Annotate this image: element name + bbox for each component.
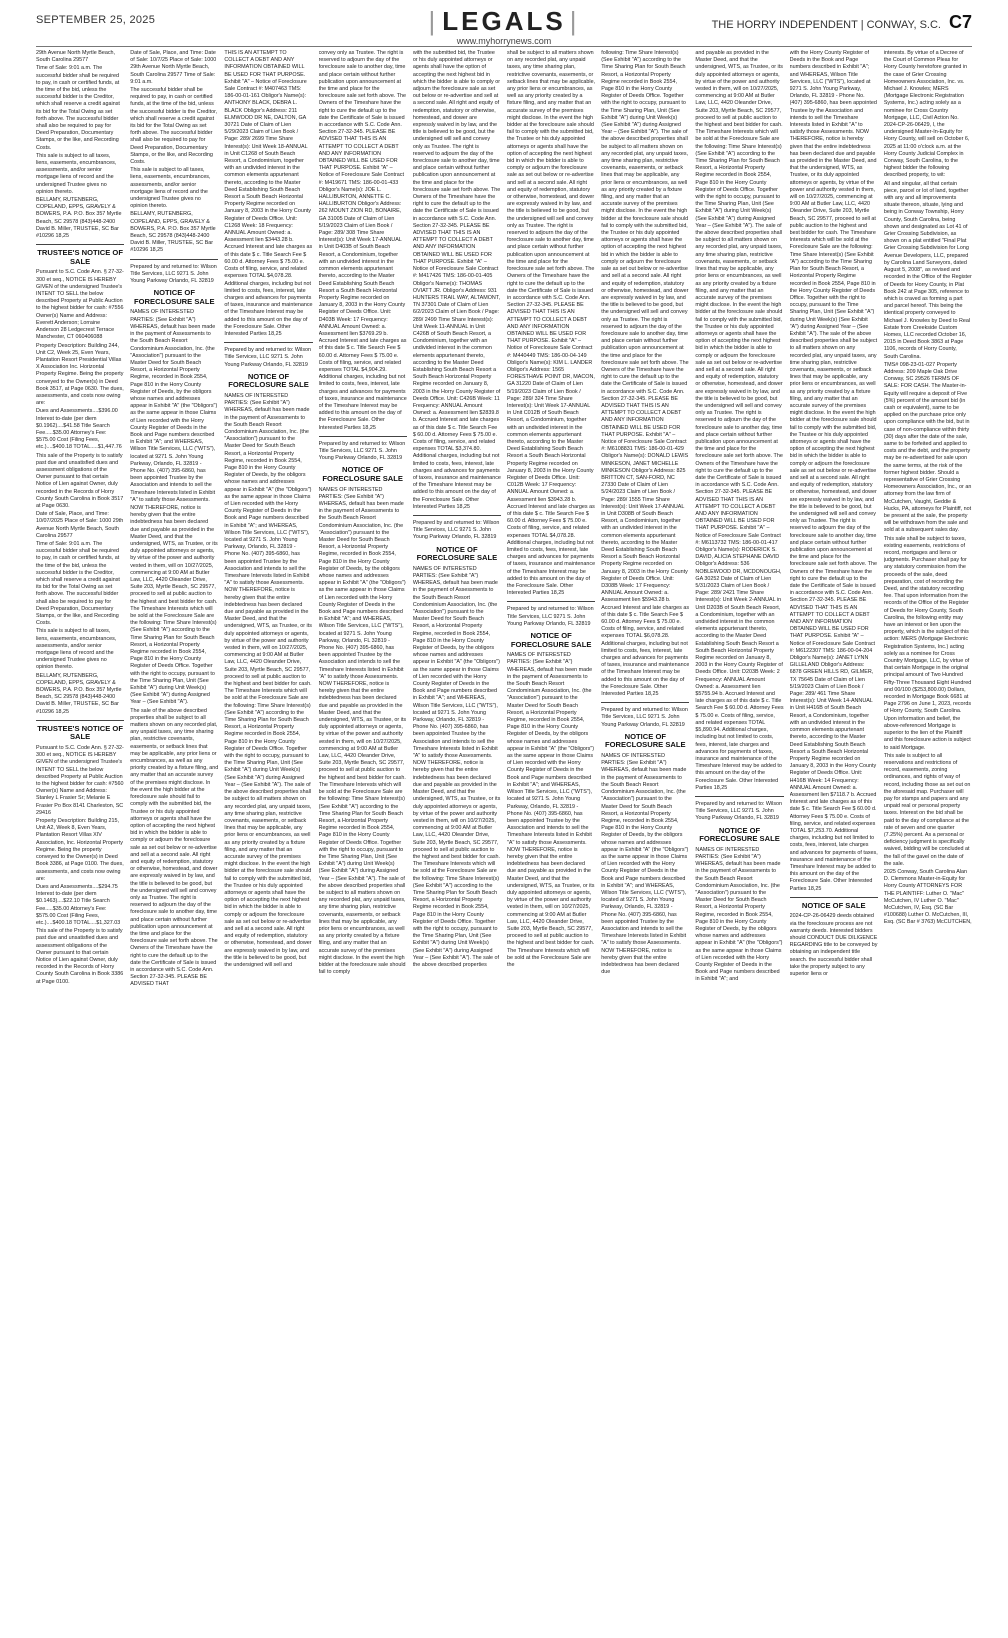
notice-heading: NOTICE OF FORECLOSURE SALE [605, 731, 686, 750]
notice-paragraph: TMS# 098-23-01-027 Property Address: 209 Maple Oak Drive Conway, SC 29526 TERMS OF SALE: FOR CASH. The Master-in-Equity will require a deposit of Five (5%) percent of the amount bid (in cash or equivalent), same to be applied on the purchase price only upon compliance with the bid, but in case of non-compliance within thirty (30) days after the date of the sale, same to be forfeited and applied to costs and the debt, and the property may be re-advertised for sale upon the same terms, at the risk of the former highest bidder. Should a representative of Grier Crossing Homeowners Association, Inc., or an attorney from the law firm of McCutchen, Vaught, Geddie & Hucks, PA, attorneys for Plaintiff, not be present at the sale, the property will be withdrawn from the sale and sold at a subsequent sales day. [883, 361, 972, 534]
notice-heading: NOTICE OF FORECLOSURE SALE [510, 631, 592, 649]
notice-heading: NOTICE OF FORECLOSURE SALE [228, 371, 309, 390]
notice-divider [36, 720, 124, 721]
notice-paragraph: Prepared by and returned to: Wilson Title Services, LLC 9271 S. John Young Parkway Orlando, FL 32819 [601, 707, 688, 728]
notice-paragraph: following: Time Share Interest(s) (See Exhibit "A") according to the Time Sharing Plan for South Beach Resort, a Horizontal Property Regime recorded in Book 2554, Page 810 in the Horry County Register of Deeds Office. Together with the right to occupy, pursuant to the Time Sharing Plan, Unit (See Exhibit "A") during Unit Week(s) (See Exhibit "A") during Assigned Year – (See Exhibit "A"). The sale of the above described properties shall be subject to all matters shown on any recorded plat, any unpaid taxes, any time sharing plan, restrictive covenants, easements, or setback lines that may be applicable, any prior liens or encumbrances, as well as any priority created by a fixture filing, and any matter that an accurate survey of the premises might disclose. In the event the high bidder at the foreclosure sale should fail to comply with the submitted bid, the Trustee or his duly appointed attorneys or agents shall have the option of accepting the next highest bid in which the bidder is able to comply or adjourn the foreclosure sale as set out below or re-advertise and sell at a second sale. All right and equity of redemption, statutory or otherwise, homestead, and dower are expressly waived in by law, and the title is believed to be good, but the undersigned will sell and convey only as Trustee. The right is reserved to adjourn the day of the foreclosure sale to another day, time and place certain without further publication upon announcement at the time and place for the foreclosure sale set forth above. The Owners of the Timeshare have the right to cure the default up to the date the Certificate of Sale is issued in accordance with S.C. Code Ann. Section 27-32-345. PLEASE BE ADVISED THAT THIS IS AN ATTEMPT TO COLLECT A DEBT AND ANY INFORMATION OBTAINED WILL BE USED FOR THAT PURPOSE. Exhibit "A" – Notice of Foreclosure Sale Contract #: M6108831 TMS: 186-00-01-429 Obligor's Name(s): DONALD LEWIS MINKESON, JANET MICHELLE MINKESON Obligor's Address: 825 BRITTON CT, SAN-FORD, NC 27330 Date of Claim of Lien 5/24/2023 Claim of Lien Book / Page: 289/ 1555 Time Share Interest(s): Unit Week 17-ANNUAL in Unit D308B of South Beach Resort, a Condominium, together with an undivided interest in the common elements appurtenant thereto, according to the Master Deed Establishing South Beach Resort a South Beach Horizontal Property Regime recorded on January 8, 2003 in the Horry County Register of Deeds Office. Unit: D308B Week: 17 Frequency: ANNUAL Amount Owned: a. Assessment lien $5943.28 b. Accrued Interest and late charges as of this date $ c. Title Search Fee $ 60.00 d. Attorney Fees $ 75.00 e. Costs of filing, service, and related expenses TOTAL $6,078.28. Additional charges, including but not limited to costs, fees, interest, late charges and advances for payments of taxes, insurance and maintenance of the Timeshare Interest may be added to this amount on the day of the Foreclosure Sale. Other Interested Parties 18,25 [601, 50, 690, 698]
notice-paragraph: This sale of the Property is to satisfy past due and unsatisfied dues and assessment obligations of the Owner pursuant to that certain Notice of Lien against Owner, duly recorded in the Records of Horry County South Carolina in Book 3386 at Page 0100. [36, 928, 124, 985]
notice-paragraph: NAMES OF INTERESTED PARTIES: (See Exhibit "A") WHEREAS, default has been made in the payment of Assessments to the South Beach Resort Condominium Association, Inc. (the "Association") pursuant to the Master Deed for South Beach Resort, a Horizontal Property Regime, recorded in Book 2554, Page 810 in the Horry County Register of Deeds, by the obligors whose names and addresses appear in Exhibit "A" (the "Obligors") as the same appear in those Claims of Lien recorded with the Horry County Register of Deeds in the Book and Page numbers described in Exhibit "A"; and WHEREAS, Wilson Title Services, LLC ("WTS"), located at 9271 S. John Young Parkway, Orlando, FL 32819 - Phone No. (407) 395-6860, has been appointed Trustee by the Association and intends to sell the Timeshare Interests listed in Exhibit "A" to satisfy those Assessments. NOW THEREFORE, notice is hereby given that the entire indebtedness has been declared due and payable as provided in the Master Deed, and that the undersigned, WTS, as Trustee, or its duly appointed attorneys or agents, by virtue of the power and authority vested in them, will on 10/27/2025, commencing at 9:00 AM at Butler Law, LLC, 4420 Oleander Drive, Suite 203, Myrtle Beach, SC 29577, proceed to sell at public auction to the highest and best bidder for cash. The Timeshare Interests which will be sold at the Foreclosure Sale are the following: Time Share Interest(s) (See Exhibit "A") according to the Time Sharing Plan for South Beach Resort, a Horizontal Property Regime recorded in Book 2554, Page 810 in the Horry County Register of Deeds Office. Together with the right to occupy, pursuant to the Time Sharing Plan, Unit (See Exhibit "A") during Unit Week(s) (See Exhibit "A") during Assigned Year – (See Exhibit "A"). The sale of the above described properties shall be subject to all matters shown on any recorded plat, any unpaid taxes, any time sharing plan, restrictive covenants, easements, or setback lines that may be applicable, any prior liens or encumbrances, as well as any priority created by a fixture filing, and any matter that an accurate survey of the premises might disclose. In the event the high bidder at the foreclosure sale should fail to comply [318, 486, 407, 976]
notice-paragraph: with the Horry County Register of Deeds in the Book and Page numbers described in Exhibit "A"; and WHEREAS, Wilson Title Services, LLC ("WTS"), located at 9271 S. John Young Parkway, Orlando, FL 32819 - Phone No. (407) 395-6860, has been appointed Trustee by the Association and intends to sell the Timeshare Interests listed in Exhibit "A" to satisfy those Assessments. NOW THEREFORE, notice is hereby given that the entire indebtedness has been declared due and payable as provided in the Master Deed, and that the undersigned, WTS, as Trustee, or its duly appointed attorneys or agents, by virtue of the power and authority vested in them, will on 10/27/2025, commencing at 9:00 AM at Butler Law, LLC, 4420 Oleander Drive, Suite 203, Myrtle Beach, SC 29577, proceed to sell at public auction to the highest and best bidder for cash. The Timeshare Interests which will be sold at the Foreclosure Sale are the following: Time Share Interest(s) (See Exhibit "A") according to the Time Sharing Plan for South Beach Resort, a Horizontal Property Regime recorded in Book 2554, Page 810 in the Horry County Register of Deeds Office. Together with the right to occupy, pursuant to the Time Sharing Plan, Unit (See Exhibit "A") during Unit Week(s) (See Exhibit "A") during Assigned Year – (See Exhibit "A"). The sale of the above described properties shall be subject to all matters shown on any recorded plat, any unpaid taxes, any time sharing plan, restrictive covenants, easements, or setback lines that may be applicable, any prior liens or encumbrances, as well as any priority created by a fixture filing, and any matter that an accurate survey of the premises might disclose. In the event the high bidder at the foreclosure sale should fail to comply with the submitted bid, the Trustee or his duly appointed attorneys or agents shall have the option of accepting the next highest bid in which the bidder is able to comply or adjourn the foreclosure sale as set out below or re-advertise and sell at a second sale. All right and equity of redemption, statutory or otherwise, homestead, and dower are expressly waived in by law, and the title is believed to be good, but the undersigned will sell and convey only as Trustee. The right is reserved to adjourn the day of the foreclosure sale to another day, time and place certain without further publication upon announcement at the time and place for the foreclosure sale set forth above. The Owners of the Timeshare have the right to cure the default up to the date the Certificate of Sale is issued in accordance with S.C. Code Ann. Section 27-32-345. PLEASE BE ADVISED THAT THIS IS AN ATTEMPT TO COLLECT A DEBT AND ANY INFORMATION OBTAINED WILL BE USED FOR THAT PURPOSE. Exhibit "A" – Notice of Foreclosure Sale Contract #: M6122307 TMS: 186-00-04-204 Obligor's Name(s): JANET LYNN GILLELAND Obligor's Address: 6878 GREEN HILLS RD, GILMER, TX 75645 Date of Claim of Lien 5/19/2023 Claim of Lien Book / Page: 289/ 461 Time Share Interest(s): Unit Week 14-ANNUAL in Unit H416B of South Beach Resort, a Condominium, together with an undivided interest in the common elements appurtenant thereto, according to the Master Deed Establishing South Beach Resort a South Beach Horizontal Property Regime recorded on January 8, 2003 in the Horry County Register of Deeds Office. Unit: H416B Week: 14 Frequency: ANNUAL Amount Owned: a. Assessment lien $7118.7 b. Accrued Interest and late charges as of this date $ c. Title Search Fee $ 60.00 d. Attorney Fees $ 75.00 e. Costs of filing, service, and related expenses TOTAL $7,253.70. Additional charges, including but not limited to costs, fees, interest, late charges and advances for payments of taxes, insurance and maintenance of the Timeshare Interest may be added to this amount on the day of the Foreclosure Sale. Other Interested Parties 18,25 [789, 50, 878, 892]
notice-divider [695, 796, 783, 797]
notice-heading: NOTICE OF FORECLOSURE SALE [699, 825, 780, 844]
notice-paragraph: Pursuant to S.C. Code Ann. § 27-32-300 et seq., NOTICE IS HEREBY GIVEN of the undersigned Trustee's INTENT TO SELL the below described Property at Public Auction to the highest bidder for cash: #7556 Owner(s) Name and Address: Everett Anderson; Lorraine Anderson 28 Ledgecrest Terrace Manchester, CT 060406088 [36, 269, 124, 341]
column-8 [695, 50, 783, 1620]
column-4 [319, 50, 407, 1620]
notice-paragraph: with the submitted bid, the Trustee or his duly appointed attorneys or agents shall have the option of accepting the next highest bid in which the bidder is able to comply or adjourn the foreclosure sale as set out below or re-advertise and sell at a second sale. All right and equity of redemption, statutory or otherwise, homestead, and dower are expressly waived in by law, and the title is believed to be good, but the undersigned will sell and convey only as Trustee. The right is reserved to adjourn the day of the foreclosure sale to another day, time and place certain without further publication upon announcement at the time and place for the foreclosure sale set forth above. The Owners of the Timeshare have the right to cure the default up to the date the Certificate of Sale is issued in accordance with S.C. Code Ann. Section 27-32-345. PLEASE BE ADVISED THAT THIS IS AN ATTEMPT TO COLLECT A DEBT AND ANY INFORMATION OBTAINED WILL BE USED FOR THAT PURPOSE. Exhibit "A" – Notice of Foreclosure Sale Contract #: M417426 TMS: 186-00-01-405 Obligor's Name(s): THOMAS OVIATT JR. Obligor's Address: 931 HUNTERS TRAIL WAY, ALTAMONT, TN 37301 Date of Claim of Lien 6/2/2023 Claim of Lien Book / Page: 289/ 2499 Time Share Interest(s): Unit Week 11-ANNUAL in Unit C426B of South Beach Resort, a Condominium, together with an undivided interest in the common elements appurtenant thereto, according to the Master Deed Establishing South Beach Resort a South Beach Horizontal Property Regime recorded on January 8, 2003 in the Horry County Register of Deeds Office. Unit: C426B Week: 11 Frequency: ANNUAL Amount Owned: a. Assessment lien $2839.8 b. Accrued Interest and late charges as of this date $ c. Title Search Fee $ 60.00 d. Attorney Fees $ 75.00 e. Costs of filing, service, and related expenses TOTAL $3,374.80. Additional charges, including but not limited to costs, fees, interest, late charges and advances for payments of taxes, insurance and maintenance of the Timeshare Interest may be added to this amount on the day of the Foreclosure Sale. Other Interested Parties 18,25 [412, 50, 501, 510]
notice-paragraph: Prepared by and returned to: Wilson Title Services, LLC 9271 S. John Young Parkway Orlando, FL 32819 [224, 347, 312, 368]
column-6 [507, 50, 595, 1620]
column-5 [413, 50, 501, 1620]
notice-paragraph: NAMES OF INTERESTED PARTIES: (See Exhibit "A") WHEREAS, default has been made in the payment of Assessments to the South Beach Resort Condominium Association, Inc. (the "Association") pursuant to the Master Deed for South Beach Resort, a Horizontal Property Regime, recorded in Book 2554, Page 810 in the Horry County Register of Deeds, by the obligors whose names and addresses appear in Exhibit "A" (the "Obligors") as the same appear in those Claims of Lien recorded with the Horry County Register of Deeds in the Book and Page numbers described in Exhibit "A"; and WHEREAS, Wilson Title Services, LLC ("WTS"), located at 9271 S. John Young Parkway, Orlando, FL 32819 - Phone No. (407) 395-6860, has been appointed Trustee by the Association and intends to sell the Timeshare Interests listed in Exhibit "A" to satisfy those Assessments. NOW THEREFORE, notice is hereby given that the entire indebtedness has been declared due [601, 753, 689, 976]
header-divider [36, 46, 972, 47]
notice-heading: TRUSTEE'S NOTICE OF SALE [37, 248, 123, 266]
notice-paragraph: Prepared by and returned to: Wilson Title Services, LLC 9271 S. John Young Parkway Orlando, FL 32819 [130, 263, 217, 285]
column-1 [36, 50, 124, 1620]
column-9 [790, 50, 878, 1620]
notice-divider [319, 436, 407, 437]
notice-paragraph: 2025 Conway, South Carolina Alan D. Clemmons Master-in-Equity for Horry County ATTORNEYS FOR THE PLAINTIFF: Luther O. "Mac" McCutchen, IV Luther O. "Mac" McCutchen, IV, Esq. (SC Bar #100688) Luther O. McCutchen, III, Esq. (SC Bar # 3763) McCUTCHEN, [883, 868, 972, 926]
notice-paragraph: Time of Sale: 9:01 a.m. The successful bidder shall be required to pay, in cash or certified funds, at the time of the bid, unless the successful bidder is the Creditor, which shall reserve a credit against its bid for the Total Owing as set forth above. The successful bidder shall also be required to pay for Deed Preparation, Documentary Stamps, or the like, and Recording Costs. [36, 540, 120, 627]
notice-paragraph: Prepared by and returned to: Wilson Title Services, LLC 9271 S. John Young Parkway Orlando, FL 32819 [318, 440, 406, 462]
page-header [0, 0, 1008, 44]
notice-paragraph: NAMES OF INTERESTED PARTIES: (See Exhibit "A") WHEREAS, default has been made in the payment of Assessments to the South Beach Resort Condominium Association, Inc. (the "Association") pursuant to the Master Deed for South Beach Resort, a Horizontal Property Regime, recorded in Book 2554, Page 810 in the Horry County Register of Deeds, by the obligors whose names and addresses appear in Exhibit "A" (the "Obligors") as the same appear in those Claims of Lien recorded with the Horry County Register of Deeds in the Book and Page numbers described in Exhibit "A"; and WHEREAS, Wilson Title Services, LLC ("WTS"), located at 9271 S. John Young Parkway, Orlando, FL 32819 - Phone No. (407) 395-6860, has been appointed Trustee by the Association and intends to sell the Timeshare Interests listed in Exhibit "A" to satisfy those Assessments. NOW THEREFORE, notice is hereby given that the entire indebtedness has been declared due and payable as provided in the Master Deed, and that the undersigned, WTS, as Trustee, or its duly appointed attorneys or agents, by virtue of the power and authority vested in them, will on 10/27/2025, commencing at 9:00 AM at Butler Law, LLC, 4420 Oleander Drive, Suite 203, Myrtle Beach, SC 29577, proceed to sell at public auction to the highest and best bidder for cash. The Timeshare Interests which will be sold at the Foreclosure Sale are the following: Time Share Interest(s) (See Exhibit "A") according to the Time Sharing Plan for South Beach Resort, a Horizontal Property Regime recorded in Book 2554, Page 810 in the Horry County Register of Deeds Office. Together with the right to occupy, pursuant to the Time Sharing Plan, Unit (See Exhibit "A") during Unit Week(s) (See Exhibit "A") during Assigned Year – (See Exhibit "A"). The sale of the above described properties shall be subject to all matters shown on any recorded plat, any unpaid taxes, any time sharing plan, restrictive covenants, easements, or setback lines that may be applicable, any prior liens or encumbrances, as well as any priority created by a fixture filing, and any matter that an accurate survey of the premises might disclose. In the event the high bidder at the foreclosure sale should fail to comply with the submitted bid, the Trustee or his duly appointed attorneys or agents shall have the option of accepting the next highest bid in which the bidder is able to comply or adjourn the foreclosure sale as set out below or re-advertise and sell at a second sale. All right and equity of redemption, statutory or otherwise, homestead, and dower are expressly waived in by law, and the title is believed to be good, but the undersigned will sell and [224, 392, 312, 968]
column-3 [224, 50, 312, 1620]
notice-divider [413, 515, 501, 516]
notice-paragraph: THIS IS AN ATTEMPT TO COLLECT A DEBT AND ANY INFORMATION OBTAINED WILL BE USED FOR THAT PURPOSE. Exhibit "A" – Notice of Foreclosure Sale Contract #: M407463 TMS: 186-00-01-161 Obligor's Name(s): ANTHONY BLACK, DEBRA L. BLACK Obligor's Address: 211 ELMWOOD DR NE, DALTON, GA 30721 Date of Claim of Lien 5/29/2023 Claim of Lien Book / Page: 289/ 2699 Time Share Interest(s): Unit Week 18-ANNUAL in Unit C1268 of South Beach Resort, a Condominium, together with an undivided interest in the common elements appurtenant thereto, according to the Master Deed Establishing South Beach Resort a South Beach Horizontal Property Regime recorded on January 8, 2003 in the Horry County Register of Deeds Office. Unit: C1268 Week: 18 Frequency: ANNUAL Amount Owned: a. Assessment lien $3443.28 b. Accrued Interest and late charges as of this date $ c. Title Search Fee $ 60.00 d. Attorney Fees $ 75.00 e. Costs of filing, service, and related expenses TOTAL $4,078.28. Additional charges, including but not limited to costs, fees, interest, late charges and advances for payments of taxes, insurance and maintenance of the Timeshare Interest may be added to this amount on the day of the Foreclosure Sale. Other Interested Parties 18,25 [224, 50, 313, 337]
notice-divider [36, 244, 124, 245]
notice-paragraph: interests. By virtue of a Decree of the Court of Common Pleas for Horry County heretofore granted in the case of Grier Crossing Homeowners Association, Inc. vs. Michael J. Knowles; MERS (Mortgage Electronic Registration Systems, Inc.) acting solely as a nominee for Cross Country Mortgage, LLC, Civil Action No. 2024-CP-26-06429, I, the undersigned Master-In-Equity for Horry County, will sell on October 6, 2025 at 11:00 o'clock a.m. at the Horry County Judicial Complex in Conway, South Carolina, to the highest bidder the following described property, to wit: [883, 50, 970, 179]
notice-paragraph: The successful bidder shall be required to pay, in cash or certified funds, at the time of the bid, unless the successful bidder is the Creditor, which shall reserve a credit against its bid for the Total Owing as set forth above. The successful bidder shall also be required to pay for Deed Preparation, Documentary Stamps, or the like, and Recording Costs. [130, 87, 218, 166]
notice-paragraph: 29th Avenue North Myrtle Beach, South Carolina 29577 [36, 50, 116, 64]
notice-paragraph: This sale is subject to all taxes, liens, easements, encumbrances, assessments, and/or senior mortgage liens of record and the undersigned Trustee gives no opinion thereto. [36, 628, 117, 671]
notice-paragraph: The sale of the above described properties shall be subject to all matters shown on any recorded plat, any unpaid taxes, any time sharing plan, restrictive covenants, easements, or setback lines that may be applicable, any prior liens or encumbrances, as well as any priority created by a fixture filing, and any matter that an accurate survey of the premises might disclose. In the event the high bidder at the foreclosure sale should fail to comply with the submitted bid, the Trustee or his duly appointed attorneys or agents shall have the option of accepting the next highest bid in which the bidder is able to comply or adjourn the foreclosure sale as set out below or re-advertise and sell at a second sale. All right and equity of redemption, statutory or otherwise, homestead, and dower are expressly waived in by law, and the title is believed to be good, but the undersigned will sell and convey only as Trustee. The right is reserved to adjourn the day of the foreclosure sale to another day, time and place certain without further publication upon announcement at the time and place for the foreclosure sale set forth above. The Owners of the Timeshare have the right to cure the default up to the date the Certificate of Sale is issued in accordance with S.C. Code Ann. Section 27-32-345. PLEASE BE ADVISED THAT [130, 707, 219, 988]
notice-paragraph: Time of Sale: 9:01 a.m. The successful bidder shall be required to pay, in cash or certified funds, at the time of the bid, unless the successful bidder is the Creditor, which shall reserve a credit against its bid for the Total Owing as set forth above. The successful bidder shall also be required to pay for Deed Preparation, Documentary Stamps, or the like, and Recording Costs. [36, 65, 120, 151]
legal-notice-columns [36, 50, 972, 1620]
column-10 [884, 50, 972, 1620]
notice-divider [601, 702, 689, 703]
notice-paragraph: Prepared by and returned to: Wilson Title Services, LLC 9271 S. John Young Parkway Orlando, FL 32819 [695, 800, 783, 822]
notice-paragraph: Dues and Assessments....$294.75 Interest to-date (per diem $0.1463)....$22.10 Title Search Fee.....$35.00 Attorney's Fee: $575.00 Cost (Filing Fees, etc.)....$400.18 TOTAL....$1,327.03 [36, 883, 121, 926]
notice-paragraph: This sale of the Property is to satisfy past due and unsatisfied dues and assessment obligations of the Owner pursuant to that certain Notice of Lien against Owner, duly recorded in the Records of Horry County South Carolina in Book 3517 at Page 0630. [36, 452, 124, 509]
publication-info [712, 12, 972, 33]
notice-paragraph: This sale is subject to all taxes, liens, easements, encumbrances, assessments, and/or senior mortgage liens of record and the undersigned Trustee gives no opinion thereto. [36, 152, 117, 195]
website-link[interactable]: www.myhorrynews.com [456, 36, 552, 46]
notice-paragraph: This sale shall be subject to taxes, existing easements, restrictions of record, mortgages and liens or judgments. Purchaser shall pay for any statutory commission from the proceeds of the sale, deed preparation, cost of recording the Deed, and the statutory recording fee. That upon information from the records of the Office of the Register of Deeds for Horry County, South Carolina, the following entity may have an interest or lien upon the property, which is the subject of this action: MERS (Mortgage Electronic Registration Systems, Inc.) acting solely as a nominee for Cross Country Mortgage, LLC, by virtue of that certain Mortgage in the original principal amount of Two Hundred Fifty-Three Thousand Eight Hundred and 00/100 ($253,800.00) Dollars, recorded in Mortgage Book 6681 at Page 2796 on June 1, 2023, records of Horry County, South Carolina. Upon information and belief, the above-referenced Mortgage is superior to the lien of the Plaintiff and this foreclosure action is subject to said Mortgage. [883, 535, 972, 751]
section-title: | LEGALS | [428, 6, 580, 36]
notice-paragraph: This sale is subject to all reservations and restrictions of record, easements, zoning ordinances, and rights of way of record, including those as set out on the aforesaid map. Purchaser will pay for stamps and papers and any unpaid real or personal property taxes. Interest on the bid shall be paid to the day of compliance at the rate of seven and one quarter (7.25%) percent. As a personal or deficiency judgment is specifically waived, bidding will be concluded at the fall of the gavel on the date of the sale. [883, 752, 971, 867]
notice-paragraph: Prepared by and returned to: Wilson Title Services, LLC 9271 S. John Young Parkway Orlando, FL 32819 [507, 606, 594, 627]
notice-divider [790, 897, 878, 898]
page-number: C7 [948, 12, 972, 32]
notice-paragraph: convey only as Trustee. The right is reserved to adjourn the day of the foreclosure sale to another day, time and place certain without further publication upon announcement at the time and place for the foreclosure sale set forth above. The Owners of the Timeshare have the right to cure the default up to the date the Certificate of Sale is issued in accordance with S.C. Code Ann. Section 27-32-345. PLEASE BE ADVISED THAT THIS IS AN ATTEMPT TO COLLECT A DEBT AND ANY INFORMATION OBTAINED WILL BE USED FOR THAT PURPOSE. Exhibit "A" – Notice of Foreclosure Sale Contract #: M419671 TMS: 186-00-01-433 Obligor's Name(s): JOE L. HALLIBURTON, ANNETTE C. HALLIBURTON Obligor's Address: 262 MOUNT ZION RD, BONAIRE, GA 31005 Date of Claim of Lien 5/19/2023 Claim of Lien Book / Page: 289/ 308 Time Share Interest(s): Unit Week 17-ANNUAL in Unit D403B of South Beach Resort, a Condominium, together with an undivided interest in the common elements appurtenant thereto, according to the Master Deed Establishing South Beach Resort a South Beach Horizontal Property Regime recorded on January 8, 2003 in the Horry County Register of Deeds Office. Unit: D403B Week: 17 Frequency: ANNUAL Amount Owned: a. Assessment lien $3769.29 b. Accrued Interest and late charges as of this date $ c. Title Search Fee $ 60.00 d. Attorney Fees $ 75.00 e. Costs of filing, service, and related expenses TOTAL $4,904.29. Additional charges, including but not limited to costs, fees, interest, late charges and advances for payments of taxes, insurance and maintenance of the Timeshare Interest may be added to this amount on the day of the Foreclosure Sale. Other Interested Parties 18,25 [318, 50, 407, 431]
notice-paragraph: Date of Sale, Place, and Time: Date of Sale: 10/7/25 Place of Sale: 1000 29th Avenue North Myrtle Beach, South Carolina 29577 Time of Sale: 9:01 a.m. [130, 50, 217, 85]
notice-paragraph: NAMES OF INTERESTED PARTIES: (See Exhibit "A") WHEREAS, default has been made in the payment of Assessments to the South Beach Resort Condominium Association, Inc. (the "Association") pursuant to the Master Deed for South Beach Resort, a Horizontal Property Regime, recorded in Book 2554, Page 810 in the Horry County Register of Deeds, by the obligors whose names and addresses appear in Exhibit "A" (the "Obligors") as the same appear in those Claims of Lien recorded with the Horry County Register of Deeds in the Book and Page numbers described in Exhibit "A"; and WHEREAS, Wilson Title Services, LLC ("WTS"), located at 9271 S. John Young Parkway, Orlando, FL 32819 - Phone No. (407) 395-6860, has been appointed Trustee by the Association and intends to sell the Timeshare Interests listed in Exhibit "A" to satisfy those Assessments. NOW THEREFORE, notice is hereby given that the entire indebtedness has been declared due and payable as provided in the Master Deed, and that the undersigned, WTS, as Trustee, or its duly appointed attorneys or agents, by virtue of the power and authority vested in them, will on 10/27/2025, commencing at 9:00 AM at Butler Law, LLC, 4420 Oleander Drive, Suite 203, Myrtle Beach, SC 29577, proceed to sell at public auction to the highest and best bidder for cash. The Timeshare Interests which will be sold at the Foreclosure Sale are the following: Time Share Interest(s) (See Exhibit "A") according to the Time Sharing Plan for South Beach Resort, a Horizontal Property Regime recorded in Book 2554, Page 810 in the Horry County Register of Deeds Office. Together with the right to occupy, pursuant to the Time Sharing Plan, Unit (See Exhibit "A") during Unit Week(s) (See Exhibit "A") during Assigned Year – (See Exhibit "A"). The sale of the above described properties [412, 565, 501, 968]
notice-paragraph: All and singular, all that certain piece, parcel or lot of land, together with any and all improvements situate thereon, situate, lying and being in Conway Township, Horry County, South Carolina, being shown and designated as Lot 41 of Grier Crossing Subdivision, as shown on a plat entitled "Final Plat Grier Crossing Subdivision for Long Avenue Developers, LLC, prepared by Carolina Land Surveyors, dated August 5, 2008", as revised and recorded in the Office of the Register of Deeds for Horry County, in Plat Book 242 at Page 305, reference to which is craved as forming a part and parcel hereof. This being the identical property conveyed to Michael J. Knowles by Deed to Real Estate from Creekside Custom Homes, LLC recorded October 16, 2015 in Deed Book 3863 at Page 1106, records of Horry County, South Carolina. [883, 180, 972, 360]
notice-paragraph: Property Description: Building 244, Unit C2, Week 25, Even Years, Plantation Resort Presidential Villas X Association Inc. Horizontal Property Regime. Being the property conveyed to the Owner(s) in Deed Book 3517, at Page 0630. The dues, assessments, and costs now owing are: [36, 342, 124, 407]
notice-paragraph: NAMES OF INTERESTED PARTIES: (See Exhibit "A") WHEREAS, default has been made in the payment of Assessments to the South Beach Resort Condominium Association, Inc. (the "Association") pursuant to the Master Deed for South Beach Resort, a Horizontal Property Regime, recorded in Book 2554, Page 810 in the Horry County Register of Deeds, by the obligors whose names and addresses appear in Exhibit "A" (the "Obligors") as the same appear in those Claims of Lien recorded with the Horry County Register of Deeds in the Book and Page numbers described in Exhibit "A"; and WHEREAS, Wilson Title Services, LLC ("WTS"), located at 9271 S. John Young Parkway, Orlando, FL 32819 - Phone No. (407) 395-6860, has been appointed Trustee by the Association and intends to sell the Timeshare Interests listed in Exhibit "A" to satisfy those Assessments. NOW THEREFORE, notice is hereby given that the entire indebtedness has been declared due and payable as provided in the Master Deed, and that the undersigned, WTS, as Trustee, or its duly appointed attorneys or agents, by virtue of the power and authority vested in them, will on 10/27/2025, commencing at 9:00 AM at Butler Law, LLC, 4420 Oleander Drive, Suite 203, Myrtle Beach, SC 29577, proceed to sell at public auction to the highest and best bidder for cash. The Timeshare Interests which will be sold at the Foreclosure Sale are the [507, 652, 595, 968]
issue-date: SEPTEMBER 25, 2025 [36, 14, 156, 26]
notice-paragraph: NAMES OF INTERESTED PARTIES: (See Exhibit "A") WHEREAS, default has been made in the payment of Assessments to the South Beach Resort Condominium Association, Inc. (the "Association") pursuant to the Master Deed for South Beach Resort, a Horizontal Property Regime, recorded in Book 2554, Page 810 in the Horry County Register of Deeds, by the obligors whose names and addresses appear in Exhibit "A" (the "Obligors") as the same appear in those Claims of Lien recorded with the Horry County Register of Deeds in the Book and Page numbers described in Exhibit "A"; and WHEREAS, Wilson Title Services, LLC ("WTS"), located at 9271 S. John Young Parkway, Orlando, FL 32819 - Phone No. (407) 395-6860, has been appointed Trustee by the Association and intends to sell the Timeshare Interests listed in Exhibit "A" to satisfy those Assessments. [130, 309, 218, 503]
notice-divider [507, 601, 595, 602]
publication-name: THE HORRY INDEPENDENT | CONWAY, S.C. [711, 19, 941, 31]
notice-divider [130, 259, 218, 260]
notice-paragraph: 2024-CP-26-06429 deeds obtained via the foreclosure process are not warranty deeds. Interested bidders should CONDUCT DUE DILIGENCE REGARDING title to be conveyed by obtaining an independent title search. the successful bidder shall take the property subject to any superior liens or [789, 913, 878, 977]
notice-heading: NOTICE OF SALE [801, 900, 866, 910]
notice-heading: NOTICE OF FORECLOSURE SALE [322, 465, 403, 483]
notice-paragraph: Pursuant to S.C. Code Ann. § 27-32-300 et seq., NOTICE IS HEREBY GIVEN of the undersigned Trustee's INTENT TO SELL the below described Property at Public Auction to the highest bidder for cash: #7560 Owner(s) Name and Address: Stanley L Frasier Sr; Melanie E Frasier Po Box 8141 Charleston, SC 29416 [36, 745, 124, 816]
notice-paragraph: BELLAMY, RUTENBERG, COPELAND, EPPS, GRAVELY & BOWERS, P.A. P.O. Box 357 Myrtle Beach, SC 29578 (843)448-2400 David B. Miller, TRUSTEE, SC Bar #10296 18,25 [36, 197, 122, 240]
section-title-text: LEGALS [442, 6, 566, 36]
notice-heading: NOTICE OF FORECLOSURE SALE [134, 288, 215, 306]
notice-paragraph: Prepared by and returned to: Wilson Title Services, LLC 9271 S. John Young Parkway Orlando, FL 32819 [412, 520, 500, 541]
notice-paragraph: Dues and Assessments....$396.00 Interest to-date (per diem $0.1962)....$41.58 Title Search Fee.....$35.00 Attorney's Fee: $575.00 Cost (Filing Fees, etc.)....$400.18 TOTAL.....$1,447.76 [36, 408, 122, 451]
notice-heading: TRUSTEE'S NOTICE OF SALE [37, 723, 123, 742]
notice-paragraph: NAMES OF INTERESTED PARTIES: (See Exhibit "A") WHEREAS, default has been made in the payment of Assessments to the South Beach Resort Condominium Association, Inc. (the "Association") pursuant to the Master Deed for South Beach Resort, a Horizontal Property Regime, recorded in Book 2554, Page 810 in the Horry County Register of Deeds, by the obligors whose names and addresses appear in Exhibit "A" (the "Obligors") as the same appear in those Claims of Lien recorded with the Horry County Register of Deeds in the Book and Page numbers described in Exhibit "A"; and [695, 846, 783, 983]
notice-divider [224, 342, 312, 343]
notice-paragraph: NOW THEREFORE, notice is hereby given that the entire indebtedness has been declared due and payable as provided in the Master Deed, and that the undersigned, WTS, as Trustee, or its duly appointed attorneys or agents, by virtue of the power and authority vested in them, will on 10/27/2025, commencing at 9:00 AM at Butler Law, LLC, 4420 Oleander Drive, Suite 203, Myrtle Beach, SC 29577, proceed to sell at public auction to the highest and best bidder for cash. The Timeshare Interests which will be sold at the Foreclosure Sale are the following: Time Share Interest(s) (See Exhibit "A") according to the Time Sharing Plan for South Beach Resort, a Horizontal Property Regime recorded in Book 2554, Page 810 in the Horry County Register of Deeds Office. Together with the right to occupy, pursuant to the Time Sharing Plan, Unit (See Exhibit "A") during Unit Week(s) (See Exhibit "A") during Assigned Year – (See Exhibit "A"). [130, 504, 218, 706]
column-7 [601, 50, 689, 1620]
notice-paragraph: Property Description: Building 215, Unit A2, Week 8, Even Years, Plantation Resort Villas XIV Association, Inc. Horizontal Property Regime. Being the property conveyed to the Owner(s) in Deed Book 3386, at Page 0100. The dues, assessments, and costs now owing are: [36, 818, 124, 882]
column-2 [130, 50, 218, 1620]
notice-heading: NOTICE OF FORECLOSURE SALE [416, 544, 498, 563]
notice-paragraph: BELLAMY, RUTENBERG, COPELAND, EPPS, GRAVELY & BOWERS, P.A. P.O. Box 357 Myrtle Beach, SC 29578 (843)448-2400 David B. Miller, TRUSTEE, SC Bar #10296 18,25 [130, 211, 216, 254]
notice-paragraph: and payable as provided in the Master Deed, and that the undersigned, WTS, as Trustee, or its duly appointed attorneys or agents, by virtue of the power and authority vested in them, will on 10/27/2025, commencing at 9:00 AM at Butler Law, LLC, 4420 Oleander Drive, Suite 203, Myrtle Beach, SC 29577, proceed to sell at public auction to the highest and best bidder for cash. The Timeshare Interests which will be sold at the Foreclosure Sale are the following: Time Share Interest(s) (See Exhibit "A") according to the Time Sharing Plan for South Beach Resort, a Horizontal Property Regime recorded in Book 2554, Page 810 in the Horry County Register of Deeds Office. Together with the right to occupy, pursuant to the Time Sharing Plan, Unit (See Exhibit "A") during Unit Week(s) (See Exhibit "A") during Assigned Year – (See Exhibit "A"). The sale of the above described properties shall be subject to all matters shown on any recorded plat, any unpaid taxes, any time sharing plan, restrictive covenants, easements, or setback lines that may be applicable, any prior liens or encumbrances, as well as any priority created by a fixture filing, and any matter that an accurate survey of the premises might disclose. In the event the high bidder at the foreclosure sale should fail to comply with the submitted bid, the Trustee or his duly appointed attorneys or agents shall have the option of accepting the next highest bid in which the bidder is able to comply or adjourn the foreclosure sale as set out below or re-advertise and sell at a second sale. All right and equity of redemption, statutory or otherwise, homestead, and dower are expressly waived in by law, and the title is believed to be good, but the undersigned will sell and convey only as Trustee. The right is reserved to adjourn the day of the foreclosure sale to another day, time and place certain without further publication upon announcement at the time and place for the foreclosure sale set forth above. The Owners of the Timeshare have the right to cure the default up to the date the Certificate of Sale is issued in accordance with S.C. Code Ann. Section 27-32-345. PLEASE BE ADVISED THAT THIS IS AN ATTEMPT TO COLLECT A DEBT AND ANY INFORMATION OBTAINED WILL BE USED FOR THAT PURPOSE. Exhibit "A" – Notice of Foreclosure Sale Contract #: M6113732 TMS: 186-00-01-417 Obligor's Name(s): RODERICK S. DAVID, ALICIA STEPHANE DAVID Obligor's Address: 536 NOBLEWOOD DR, MCDONOUGH, GA 30252 Date of Claim of Lien 5/31/2023 Claim of Lien Book / Page: 289/ 2421 Time Share Interest(s): Unit Week 2-ANNUAL in Unit D203B of South Beach Resort, a Condominium, together with an undivided interest in the common elements appurtenant thereto, according to the Master Deed Establishing South Beach Resort a South Beach Horizontal Property Regime recorded on January 8, 2003 in the Horry County Register of Deeds Office. Unit: D203B Week: 2 Frequency: ANNUAL Amount Owned: a. Assessment lien $5755.94 b. Accrued Interest and late charges as of this date $ c. Title Search Fee $ 60.00 d. Attorney Fees $ 75.00 e. Costs of filing, service, and related expenses TOTAL $5,890.94. Additional charges, including but not limited to costs, fees, interest, late charges and advances for payments of taxes, insurance and maintenance of the Timeshare Interest may be added to this amount on the day of the Foreclosure Sale. Other Interested Parties 18,25 [695, 50, 784, 791]
notice-paragraph: This sale is subject to all taxes, liens, easements, encumbrances, assessments, and/or senior mortgage liens of record and the undersigned Trustee gives no opinion thereto. [130, 167, 211, 210]
notice-paragraph: shall be subject to all matters shown on any recorded plat, any unpaid taxes, any time sharing plan, restrictive covenants, easements, or setback lines that may be applicable, any prior liens or encumbrances, as well as any priority created by a fixture filing, and any matter that an accurate survey of the premises might disclose. In the event the high bidder at the foreclosure sale should fail to comply with the submitted bid, the Trustee or his duly appointed attorneys or agents shall have the option of accepting the next highest bid in which the bidder is able to comply or adjourn the foreclosure sale as set out below or re-advertise and sell at a second sale. All right and equity of redemption, statutory or otherwise, homestead, and dower are expressly waived in by law, and the title is believed to be good, but the undersigned will sell and convey only as Trustee. The right is reserved to adjourn the day of the foreclosure sale to another day, time and place certain without further publication upon announcement at the time and place for the foreclosure sale set forth above. The Owners of the Timeshare have the right to cure the default up to the date the Certificate of Sale is issued in accordance with S.C. Code Ann. Section 27-32-345. PLEASE BE ADVISED THAT THIS IS AN ATTEMPT TO COLLECT A DEBT AND ANY INFORMATION OBTAINED WILL BE USED FOR THAT PURPOSE. Exhibit "A" – Notice of Foreclosure Sale Contract #: M440449 TMS: 186-00-04-149 Obligor's Name(s): KIM L. LANDER Obligor's Address: 1565 FORESTHAVE POINT DR, MACON, GA 31220 Date of Claim of Lien 5/19/2023 Claim of Lien Book / Page: 289/ 324 Time Share Interest(s): Unit Week 17-ANNUAL in Unit C012B of South Beach Resort, a Condominium, together with an undivided interest in the common elements appurtenant thereto, according to the Master Deed Establishing South Beach Resort a South Beach Horizontal Property Regime recorded on January 8, 2003 in the Horry County Register of Deeds Office. Unit: C012B Week: 17 Frequency: ANNUAL Amount Owned: a. Assessment lien $3943.28 b. Accrued Interest and late charges as of this date $ c. Title Search Fee $ 60.00 d. Attorney Fees $ 75.00 e. Costs of filing, service, and related expenses TOTAL $4,078.28. Additional charges, including but not limited to costs, fees, interest, late charges and advances for payments of taxes, insurance and maintenance of the Timeshare Interest may be added to this amount on the day of the Foreclosure Sale. Other Interested Parties 18,25 [507, 50, 596, 597]
notice-paragraph: Date of Sale, Place, and Time: 10/07/2025 Place of Sale: 1000 29th Avenue North Myrtle Beach, South Carolina 29577 [36, 511, 124, 539]
notice-paragraph: BELLAMY, RUTENBERG, COPELAND, EPPS, GRAVELY & BOWERS, P.A. P.O. Box 357 Myrtle Beach, SC 29578 (843)448-2400 David B. Miller, TRUSTEE, SC Bar #10296 18,25 [36, 672, 122, 715]
